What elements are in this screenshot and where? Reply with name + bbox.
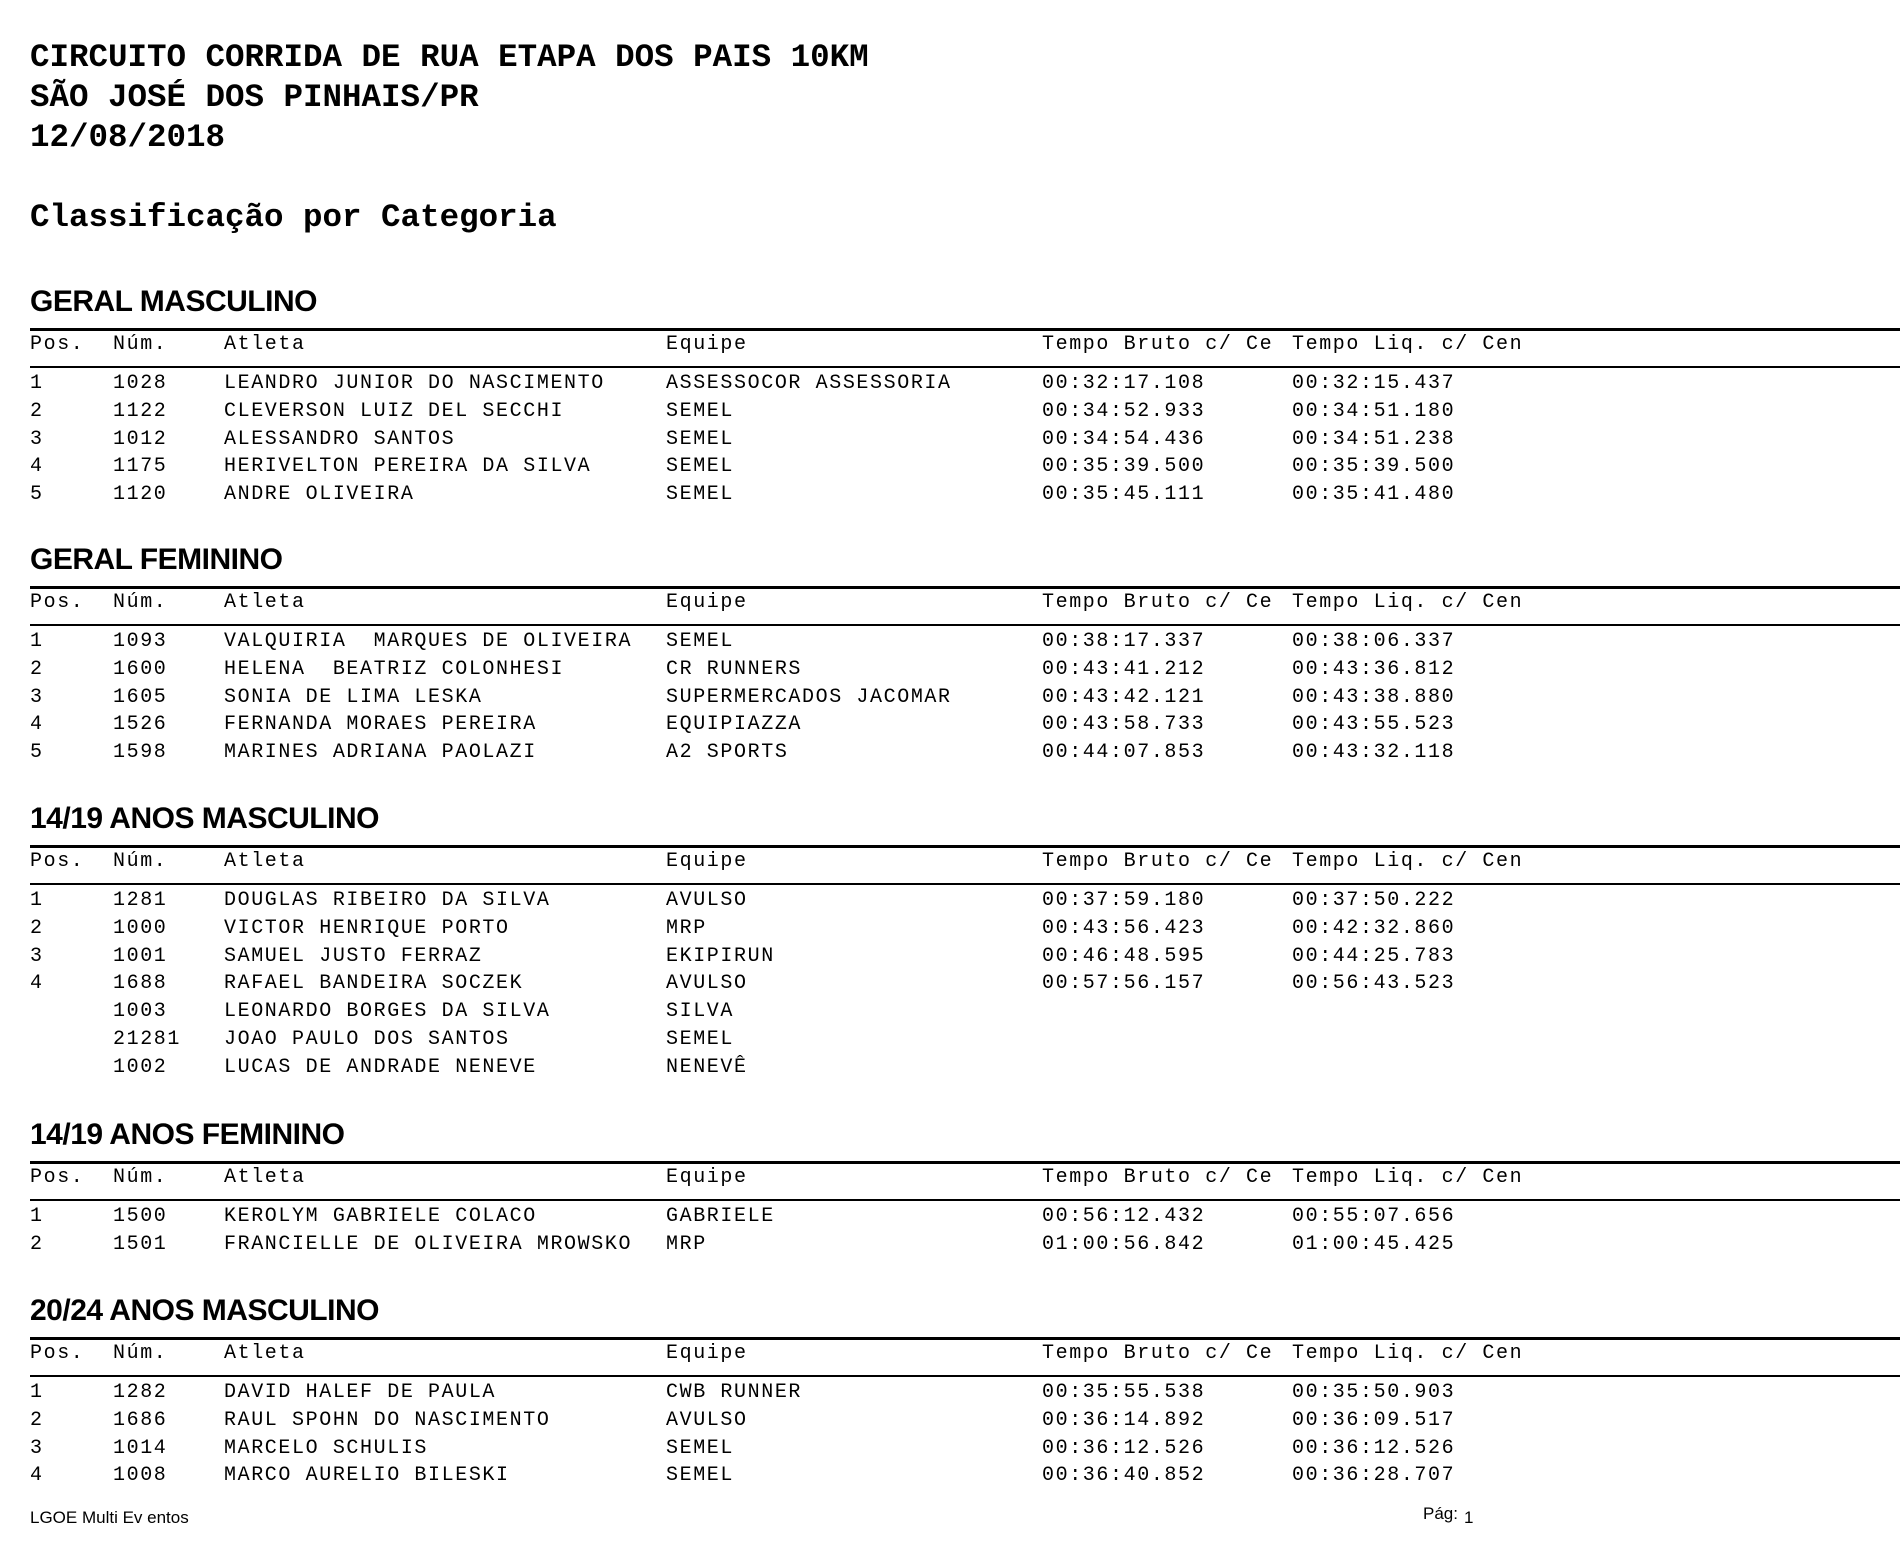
- position-cell: 1: [30, 889, 44, 912]
- column-header-row: [0, 589, 1900, 617]
- position-cell: 4: [30, 455, 44, 479]
- position-cell: 2: [30, 1408, 44, 1432]
- net-time-cell: 00:43:55.523: [1292, 713, 1456, 737]
- athlete-name-cell: SONIA DE LIMA LESKA: [224, 685, 483, 709]
- report-subtitle: Classificação por Categoria: [30, 199, 557, 236]
- bib-number-cell: 1001: [113, 944, 168, 968]
- gross-time-cell: 00:36:12.526: [1042, 1436, 1206, 1460]
- table-row: [0, 739, 1900, 767]
- table-row: [0, 887, 1900, 915]
- athlete-name-cell: VALQUIRIA MARQUES DE OLIVEIRA: [224, 630, 633, 653]
- athlete-name-cell: SAMUEL JUSTO FERRAZ: [224, 944, 483, 968]
- gross-time-cell: 00:43:41.212: [1042, 657, 1206, 681]
- gross-time-cell: 00:43:58.733: [1042, 713, 1206, 737]
- team-cell: SEMEL: [666, 1028, 735, 1051]
- net-time-cell: 00:36:28.707: [1292, 1464, 1456, 1488]
- net-time-cell: 00:42:32.860: [1292, 916, 1456, 940]
- column-header-team: Equipe: [666, 850, 748, 873]
- bib-number-cell: 1501: [113, 1232, 168, 1256]
- gross-time-cell: 00:35:39.500: [1042, 455, 1206, 479]
- team-cell: NENEVÊ: [666, 1055, 748, 1079]
- table-row: [0, 370, 1900, 398]
- table-row: [0, 1379, 1900, 1407]
- bib-number-cell: 1281: [113, 889, 168, 912]
- bib-number-cell: 1120: [113, 483, 168, 507]
- column-header-gross-time: Tempo Bruto c/ Ce: [1042, 1166, 1274, 1189]
- position-cell: 1: [30, 372, 44, 395]
- bib-number-cell: 1122: [113, 399, 168, 423]
- athlete-name-cell: LUCAS DE ANDRADE NENEVE: [224, 1055, 537, 1079]
- athlete-name-cell: RAUL SPOHN DO NASCIMENTO: [224, 1408, 551, 1432]
- bib-number-cell: 1000: [113, 916, 168, 940]
- position-cell: 2: [30, 916, 44, 940]
- table-row: [0, 426, 1900, 454]
- column-header-position: Pos.: [30, 1342, 85, 1365]
- column-header-row: [0, 1164, 1900, 1192]
- footer-organizer: LGOE Multi Ev entos: [30, 1508, 189, 1527]
- team-cell: EQUIPIAZZA: [666, 713, 803, 737]
- athlete-name-cell: DAVID HALEF DE PAULA: [224, 1381, 497, 1404]
- table-row: [0, 943, 1900, 971]
- athlete-name-cell: LEONARDO BORGES DA SILVA: [224, 1000, 551, 1024]
- column-header-athlete-name: Atleta: [224, 333, 306, 356]
- header-rule-bottom: [30, 1375, 1900, 1377]
- net-time-cell: 00:35:50.903: [1292, 1381, 1456, 1404]
- table-row: [0, 656, 1900, 684]
- table-row: [0, 1026, 1900, 1054]
- net-time-cell: 00:36:12.526: [1292, 1436, 1456, 1460]
- column-header-athlete-name: Atleta: [224, 1342, 306, 1365]
- column-header-net-time: Tempo Liq. c/ Cen: [1292, 591, 1524, 614]
- table-row: [0, 481, 1900, 509]
- athlete-name-cell: MARCELO SCHULIS: [224, 1436, 429, 1460]
- column-header-net-time: Tempo Liq. c/ Cen: [1292, 1166, 1524, 1189]
- table-row: [0, 1407, 1900, 1435]
- column-header-team: Equipe: [666, 1342, 748, 1365]
- position-cell: 5: [30, 483, 44, 507]
- net-time-cell: 00:37:50.222: [1292, 889, 1456, 912]
- event-location: SÃO JOSÉ DOS PINHAIS/PR: [30, 79, 479, 116]
- column-header-net-time: Tempo Liq. c/ Cen: [1292, 1342, 1524, 1365]
- net-time-cell: 00:32:15.437: [1292, 372, 1456, 395]
- net-time-cell: 01:00:45.425: [1292, 1232, 1456, 1256]
- team-cell: SEMEL: [666, 455, 735, 479]
- bib-number-cell: 1014: [113, 1436, 168, 1460]
- position-cell: 5: [30, 741, 44, 765]
- bib-number-cell: 1012: [113, 427, 168, 451]
- bib-number-cell: 1028: [113, 372, 168, 395]
- header-rule-bottom: [30, 366, 1900, 368]
- column-header-bib-number: Núm.: [113, 591, 168, 614]
- column-header-gross-time: Tempo Bruto c/ Ce: [1042, 333, 1274, 356]
- net-time-cell: 00:34:51.180: [1292, 399, 1456, 423]
- column-header-athlete-name: Atleta: [224, 850, 306, 873]
- column-header-athlete-name: Atleta: [224, 591, 306, 614]
- column-header-bib-number: Núm.: [113, 333, 168, 356]
- gross-time-cell: 00:36:14.892: [1042, 1408, 1206, 1432]
- column-header-position: Pos.: [30, 1166, 85, 1189]
- bib-number-cell: 1526: [113, 713, 168, 737]
- athlete-name-cell: VICTOR HENRIQUE PORTO: [224, 916, 510, 940]
- athlete-name-cell: HELENA BEATRIZ COLONHESI: [224, 657, 565, 681]
- position-cell: 1: [30, 1205, 44, 1228]
- bib-number-cell: 1688: [113, 972, 168, 996]
- column-header-athlete-name: Atleta: [224, 1166, 306, 1189]
- team-cell: CWB RUNNER: [666, 1381, 803, 1404]
- bib-number-cell: 21281: [113, 1028, 182, 1051]
- table-row: [0, 628, 1900, 656]
- team-cell: AVULSO: [666, 1408, 748, 1432]
- position-cell: 4: [30, 972, 44, 996]
- gross-time-cell: 00:43:56.423: [1042, 916, 1206, 940]
- net-time-cell: 00:36:09.517: [1292, 1408, 1456, 1432]
- gross-time-cell: 00:37:59.180: [1042, 889, 1206, 912]
- gross-time-cell: 00:35:55.538: [1042, 1381, 1206, 1404]
- bib-number-cell: 1008: [113, 1464, 168, 1488]
- category-title: GERAL MASCULINO: [30, 285, 317, 318]
- net-time-cell: 00:34:51.238: [1292, 427, 1456, 451]
- category-title: GERAL FEMININO: [30, 543, 283, 576]
- athlete-name-cell: ALESSANDRO SANTOS: [224, 427, 456, 451]
- bib-number-cell: 1093: [113, 630, 168, 653]
- column-header-gross-time: Tempo Bruto c/ Ce: [1042, 591, 1274, 614]
- gross-time-cell: 00:56:12.432: [1042, 1205, 1206, 1228]
- column-header-gross-time: Tempo Bruto c/ Ce: [1042, 850, 1274, 873]
- position-cell: 2: [30, 399, 44, 423]
- gross-time-cell: 00:35:45.111: [1042, 483, 1206, 507]
- team-cell: SEMEL: [666, 1436, 735, 1460]
- net-time-cell: 00:55:07.656: [1292, 1205, 1456, 1228]
- column-header-row: [0, 331, 1900, 359]
- position-cell: 3: [30, 427, 44, 451]
- team-cell: ASSESSOCOR ASSESSORIA: [666, 372, 952, 395]
- net-time-cell: 00:38:06.337: [1292, 630, 1456, 653]
- athlete-name-cell: LEANDRO JUNIOR DO NASCIMENTO: [224, 372, 605, 395]
- gross-time-cell: 00:46:48.595: [1042, 944, 1206, 968]
- bib-number-cell: 1002: [113, 1055, 168, 1079]
- category-title: 20/24 ANOS MASCULINO: [30, 1294, 379, 1327]
- net-time-cell: 00:35:41.480: [1292, 483, 1456, 507]
- athlete-name-cell: JOAO PAULO DOS SANTOS: [224, 1028, 510, 1051]
- gross-time-cell: 00:32:17.108: [1042, 372, 1206, 395]
- athlete-name-cell: HERIVELTON PEREIRA DA SILVA: [224, 455, 592, 479]
- team-cell: CR RUNNERS: [666, 657, 803, 681]
- column-header-row: [0, 1340, 1900, 1368]
- table-row: [0, 711, 1900, 739]
- team-cell: SEMEL: [666, 427, 735, 451]
- bib-number-cell: 1500: [113, 1205, 168, 1228]
- page-label: Pág:: [1423, 1504, 1458, 1523]
- team-cell: A2 SPORTS: [666, 741, 789, 765]
- position-cell: 4: [30, 1464, 44, 1488]
- athlete-name-cell: MARINES ADRIANA PAOLAZI: [224, 741, 537, 765]
- bib-number-cell: 1598: [113, 741, 168, 765]
- column-header-row: [0, 848, 1900, 876]
- report-header: [30, 38, 869, 158]
- athlete-name-cell: FERNANDA MORAES PEREIRA: [224, 713, 537, 737]
- table-row: [0, 453, 1900, 481]
- table-row: [0, 684, 1900, 712]
- gross-time-cell: 00:34:54.436: [1042, 427, 1206, 451]
- column-header-position: Pos.: [30, 591, 85, 614]
- table-row: [0, 998, 1900, 1026]
- gross-time-cell: 00:34:52.933: [1042, 399, 1206, 423]
- column-header-team: Equipe: [666, 333, 748, 356]
- team-cell: SUPERMERCADOS JACOMAR: [666, 685, 952, 709]
- table-row: [0, 1435, 1900, 1463]
- bib-number-cell: 1282: [113, 1381, 168, 1404]
- gross-time-cell: 00:36:40.852: [1042, 1464, 1206, 1488]
- gross-time-cell: 00:38:17.337: [1042, 630, 1206, 653]
- column-header-net-time: Tempo Liq. c/ Cen: [1292, 333, 1524, 356]
- position-cell: 1: [30, 1381, 44, 1404]
- page-number: 1: [1463, 1508, 1474, 1527]
- team-cell: SEMEL: [666, 399, 735, 423]
- team-cell: AVULSO: [666, 972, 748, 996]
- position-cell: 4: [30, 713, 44, 737]
- table-row: [0, 1054, 1900, 1082]
- column-header-net-time: Tempo Liq. c/ Cen: [1292, 850, 1524, 873]
- gross-time-cell: 00:44:07.853: [1042, 741, 1206, 765]
- bib-number-cell: 1605: [113, 685, 168, 709]
- column-header-bib-number: Núm.: [113, 1166, 168, 1189]
- athlete-name-cell: KEROLYM GABRIELE COLACO: [224, 1205, 537, 1228]
- column-header-position: Pos.: [30, 333, 85, 356]
- table-row: [0, 915, 1900, 943]
- column-header-bib-number: Núm.: [113, 850, 168, 873]
- team-cell: SEMEL: [666, 1464, 735, 1488]
- athlete-name-cell: ANDRE OLIVEIRA: [224, 483, 415, 507]
- column-header-position: Pos.: [30, 850, 85, 873]
- team-cell: SEMEL: [666, 483, 735, 507]
- footer-page: [1423, 1504, 1474, 1527]
- position-cell: 3: [30, 1436, 44, 1460]
- column-header-bib-number: Núm.: [113, 1342, 168, 1365]
- net-time-cell: 00:43:32.118: [1292, 741, 1456, 765]
- position-cell: 3: [30, 944, 44, 968]
- position-cell: 3: [30, 685, 44, 709]
- net-time-cell: 00:56:43.523: [1292, 972, 1456, 996]
- athlete-name-cell: RAFAEL BANDEIRA SOCZEK: [224, 972, 524, 996]
- position-cell: 2: [30, 1232, 44, 1256]
- athlete-name-cell: CLEVERSON LUIZ DEL SECCHI: [224, 399, 565, 423]
- category-title: 14/19 ANOS MASCULINO: [30, 802, 379, 835]
- team-cell: SILVA: [666, 1000, 735, 1024]
- table-row: [0, 1231, 1900, 1259]
- column-header-gross-time: Tempo Bruto c/ Ce: [1042, 1342, 1274, 1365]
- gross-time-cell: 00:43:42.121: [1042, 685, 1206, 709]
- team-cell: EKIPIRUN: [666, 944, 775, 968]
- net-time-cell: 00:43:36.812: [1292, 657, 1456, 681]
- athlete-name-cell: DOUGLAS RIBEIRO DA SILVA: [224, 889, 551, 912]
- table-row: [0, 398, 1900, 426]
- bib-number-cell: 1175: [113, 455, 168, 479]
- athlete-name-cell: MARCO AURELIO BILESKI: [224, 1464, 510, 1488]
- team-cell: MRP: [666, 916, 707, 940]
- header-rule-bottom: [30, 883, 1900, 885]
- header-rule-bottom: [30, 624, 1900, 626]
- category-title: 14/19 ANOS FEMININO: [30, 1118, 345, 1151]
- position-cell: 1: [30, 630, 44, 653]
- team-cell: MRP: [666, 1232, 707, 1256]
- column-header-team: Equipe: [666, 591, 748, 614]
- team-cell: AVULSO: [666, 889, 748, 912]
- table-row: [0, 970, 1900, 998]
- bib-number-cell: 1686: [113, 1408, 168, 1432]
- team-cell: SEMEL: [666, 630, 735, 653]
- net-time-cell: 00:44:25.783: [1292, 944, 1456, 968]
- bib-number-cell: 1600: [113, 657, 168, 681]
- column-header-team: Equipe: [666, 1166, 748, 1189]
- position-cell: 2: [30, 657, 44, 681]
- athlete-name-cell: FRANCIELLE DE OLIVEIRA MROWSKO: [224, 1232, 633, 1256]
- event-title: CIRCUITO CORRIDA DE RUA ETAPA DOS PAIS 10KM: [30, 39, 869, 76]
- bib-number-cell: 1003: [113, 1000, 168, 1024]
- table-row: [0, 1203, 1900, 1231]
- net-time-cell: 00:43:38.880: [1292, 685, 1456, 709]
- gross-time-cell: 00:57:56.157: [1042, 972, 1206, 996]
- event-date: 12/08/2018: [30, 119, 226, 156]
- header-rule-bottom: [30, 1199, 1900, 1201]
- table-row: [0, 1462, 1900, 1490]
- net-time-cell: 00:35:39.500: [1292, 455, 1456, 479]
- team-cell: GABRIELE: [666, 1205, 775, 1228]
- gross-time-cell: 01:00:56.842: [1042, 1232, 1206, 1256]
